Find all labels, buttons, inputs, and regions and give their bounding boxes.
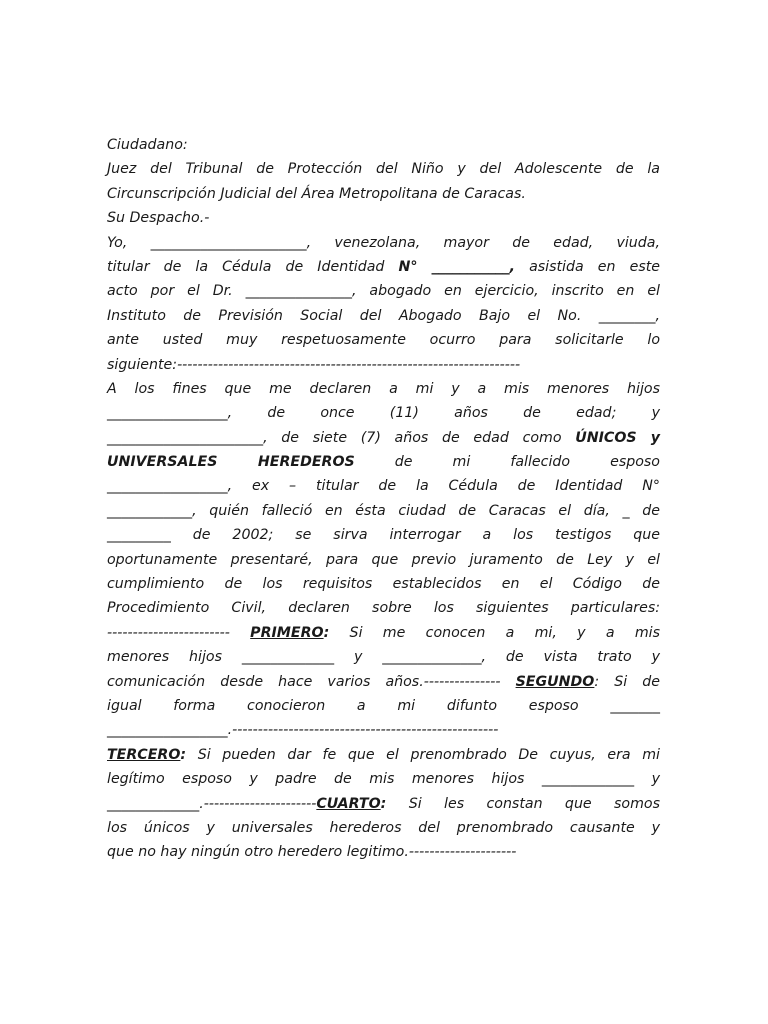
addressee-line: Ciudadano: [107, 137, 188, 153]
body-line: que no hay ningún otro heredero legitimo.--------------------- [107, 844, 517, 861]
body-line: igual forma conocieron a mi difunto esposo _______ [107, 697, 660, 714]
body-line: acto por el Dr. _______________, abogado en ejercicio, inscrito en el [107, 283, 660, 300]
body-line-herederos: UNIVERSALES HEREDEROS de mi fallecido esposo [107, 454, 660, 471]
body-line-cuarto: _____________.----------------------CUARTO: Si les constan que somos [107, 795, 660, 812]
document-body [107, 133, 660, 865]
body-line: Procedimiento Civil, declaren sobre los siguientes particulares: [107, 600, 660, 617]
bold-text: N° [398, 258, 418, 275]
body-line: menores hijos _____________ y ______________, de vista trato y [107, 649, 660, 666]
body-line: _________ de 2002; se sirva interrogar a los testigos que [107, 527, 660, 544]
salutation-line: Su Despacho.- [107, 210, 210, 227]
body-line: ____________, quién falleció en ésta ciudad de Caracas el día, _ de [107, 502, 660, 519]
body-line: ante usted muy respetuosamente ocurro para solicitarle lo [107, 332, 660, 349]
bold-text: ÚNICOS y [575, 429, 660, 446]
body-line-segundo: comunicación desde hace varios años.--------------- SEGUNDO: Si de [107, 673, 660, 690]
body-line: siguiente:------------------------------------------------------------------- [107, 356, 521, 373]
body-line-id: titular de la Cédula de Identidad N° ___________, asistida en este [107, 258, 660, 275]
body-line-primero: ------------------------ PRIMERO: Si me conocen a mi, y a mis [107, 624, 660, 641]
body-line-tercero: TERCERO: Si pueden dar fe que el prenombrado De cuyus, era mi [107, 746, 660, 763]
court-line-2: Circunscripción Judicial del Área Metropolitana de Caracas. [107, 185, 526, 202]
body-line: _________________, ex – titular de la Cédula de Identidad N° [107, 478, 660, 495]
body-line: Yo, ______________________, venezolana, mayor de edad, viuda, [107, 234, 660, 251]
body-line-unicos: ______________________, de siete (7) años de edad como ÚNICOS y [107, 429, 660, 446]
court-line-1: Juez del Tribunal de Protección del Niño y del Adolescente de la [107, 161, 660, 178]
section-heading: TERCERO [107, 746, 181, 763]
body-line: legítimo esposo y padre de mis menores hijos _____________ y [107, 771, 660, 788]
body-line: Instituto de Previsión Social del Abogado Bajo el No. ________, [107, 307, 660, 324]
bold-text: ___________, [431, 258, 515, 275]
body-line: oportunamente presentaré, para que previo juramento de Ley y el [107, 551, 660, 568]
section-heading: PRIMERO [250, 624, 324, 641]
section-heading: CUARTO [316, 795, 381, 812]
body-line: cumplimiento de los requisitos establecidos en el Código de [107, 576, 660, 593]
bold-text: UNIVERSALES HEREDEROS [107, 454, 355, 471]
body-line: los únicos y universales herederos del prenombrado causante y [107, 819, 660, 836]
body-line: A los fines que me declaren a mi y a mis menores hijos [107, 380, 660, 397]
body-line: _________________.---------------------------------------------------- [107, 722, 499, 739]
body-line: _________________, de once (11) años de edad; y [107, 405, 660, 422]
section-heading: SEGUNDO [515, 673, 595, 690]
